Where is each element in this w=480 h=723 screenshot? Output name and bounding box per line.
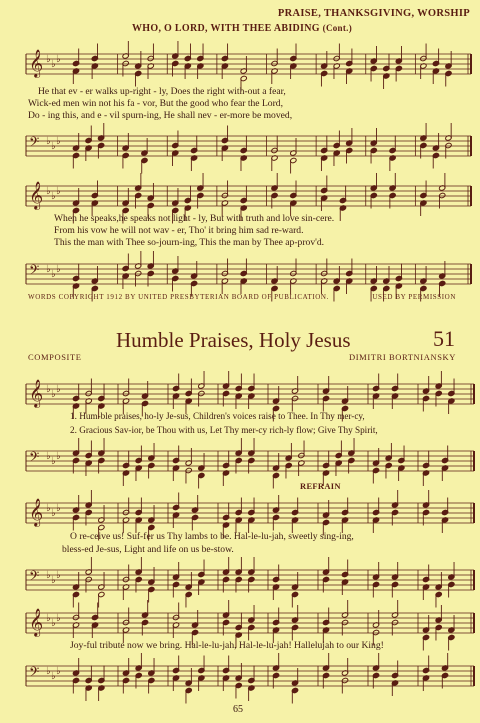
accidental-icon: ♭: [51, 269, 56, 280]
treble-staff: [0, 48, 480, 88]
attribution-right: DIMITRI BORTNIANSKY: [349, 352, 456, 362]
accidental-icon: ♭: [51, 671, 56, 682]
accidental-icon: ♭: [51, 59, 56, 70]
lyric-line: He that ev - er walks up-right - ly, Does the right with-out a fear,: [38, 86, 286, 97]
accidental-icon: ♭: [51, 575, 56, 586]
accidental-icon: ♭: [46, 451, 51, 462]
accidental-icon: ♭: [46, 666, 51, 677]
accidental-icon: ♭: [46, 54, 51, 65]
accidental-icon: ♭: [51, 141, 56, 152]
lyric-line: This the man with Thee so-journ-ing, This the man by Thee ap-prov'd.: [54, 237, 325, 248]
accidental-icon: ♭: [56, 384, 61, 395]
section-header: PRAISE, THANKSGIVING, WORSHIP: [277, 8, 470, 19]
continued-title: [132, 23, 352, 34]
accidental-icon: ♭: [46, 384, 51, 395]
bass-clef-icon: 𝄢: [29, 262, 40, 281]
accidental-icon: ♭: [46, 186, 51, 197]
bass-clef-icon: 𝄢: [29, 449, 40, 468]
treble-clef-icon: 𝄞: [29, 181, 44, 209]
lyric-line: O re-ceive us! Suf-fer us Thy lambs to be. Hal-le-lu-jah, sweetly sing-ing,: [70, 531, 354, 542]
hymn-number: 51: [433, 326, 455, 351]
accidental-icon: ♭: [56, 451, 61, 462]
accidental-icon: ♭: [46, 503, 51, 514]
accidental-icon: ♭: [46, 136, 51, 147]
accidental-icon: ♭: [46, 264, 51, 275]
bass-staff: [0, 258, 480, 298]
lyric-line: 2. Gracious Sav-ior, be Thou with us, Let Thy mer-cy rich-ly flow; Give Thy Spirit,: [70, 425, 378, 435]
continued-title-text: WHO, O LORD, WITH THEE ABIDING: [132, 23, 320, 34]
accidental-icon: ♭: [56, 54, 61, 65]
bass-staff: [0, 564, 480, 604]
accidental-icon: ♭: [51, 456, 56, 467]
continued-mark: (Cont.): [322, 23, 353, 33]
lyric-line: From his vow he will not wav - er, Tho' it bring him sad re-ward.: [54, 225, 304, 236]
accidental-icon: ♭: [56, 613, 61, 624]
lyric-line: When he speaks,he speaks not light - ly, But with truth and love sin-cere.: [54, 213, 335, 224]
bass-staff: [0, 445, 480, 485]
permission-notice: USED BY PERMISSION: [372, 293, 456, 301]
copyright-notice: WORDS COPYRIGHT 1912 BY UNITED PRESBYTERIAN BOARD OF PUBLICATION.: [28, 293, 329, 301]
treble-clef-icon: 𝄞: [29, 49, 44, 77]
bass-staff: [0, 660, 480, 700]
hymn-title: Humble Praises, Holy Jesus: [116, 328, 351, 352]
accidental-icon: ♭: [56, 264, 61, 275]
accidental-icon: ♭: [46, 613, 51, 624]
accidental-icon: ♭: [56, 666, 61, 677]
lyric-line: Joy-ful tribute now we bring. Hal-le-lu-jah, Hal-le-lu-jah! Hallelujah to our King!: [70, 640, 384, 651]
lyric-line: bless-ed Je-sus, Light and life on us be-stow.: [62, 544, 234, 555]
page-number: 65: [233, 704, 243, 715]
treble-clef-icon: 𝄞: [29, 379, 44, 407]
attribution-left: COMPOSITE: [28, 352, 82, 362]
accidental-icon: ♭: [56, 136, 61, 147]
treble-clef-icon: 𝄞: [29, 608, 44, 636]
refrain-label: REFRAIN: [300, 481, 341, 491]
accidental-icon: ♭: [51, 191, 56, 202]
accidental-icon: ♭: [51, 618, 56, 629]
accidental-icon: ♭: [46, 570, 51, 581]
lyric-line: Wick-ed men win not his fa - vor, But the good who fear the Lord,: [28, 98, 283, 109]
treble-clef-icon: 𝄞: [29, 498, 44, 526]
lyric-line: Do - ing this, and e - vil spurn-ing, He shall nev - er-more be moved,: [28, 110, 293, 121]
bass-staff: [0, 130, 480, 170]
accidental-icon: ♭: [56, 570, 61, 581]
accidental-icon: ♭: [56, 503, 61, 514]
accidental-icon: ♭: [56, 186, 61, 197]
lyric-line: 1. Hum-ble praises, ho-ly Je-sus, Children's voices raise to Thee. In Thy mer-cy,: [70, 411, 365, 421]
bass-clef-icon: 𝄢: [29, 568, 40, 587]
bass-clef-icon: 𝄢: [29, 134, 40, 153]
accidental-icon: ♭: [51, 389, 56, 400]
accidental-icon: ♭: [51, 508, 56, 519]
bass-clef-icon: 𝄢: [29, 664, 40, 683]
